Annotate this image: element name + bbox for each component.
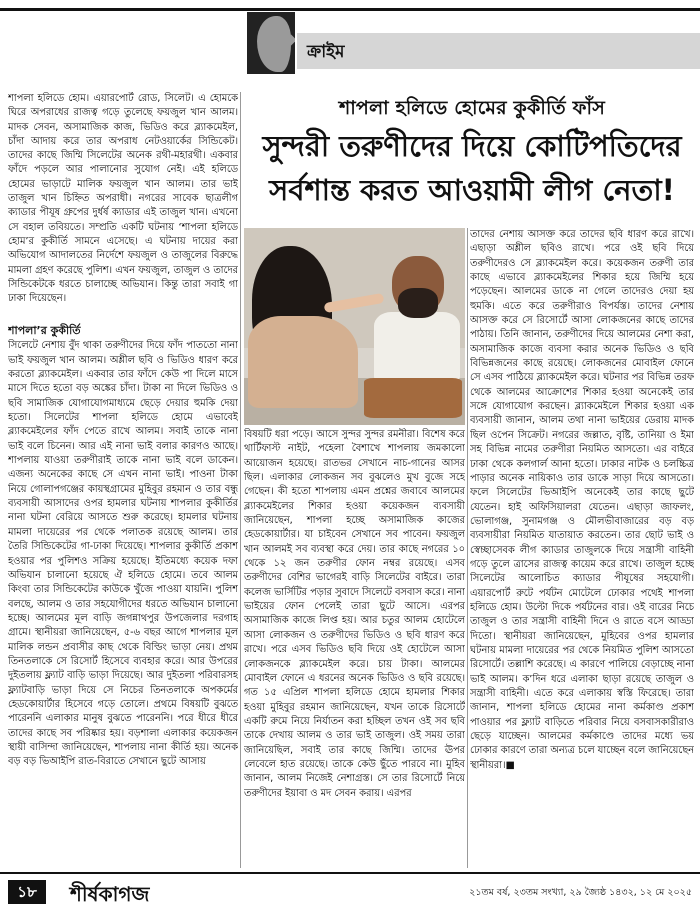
page-footer (0, 872, 700, 910)
top-rule (0, 8, 700, 11)
column-3-body: তাদের নেশায় আসক্ত করে তাদের ছবি ধারণ করে রাখে। এছাড়া অশ্লীল ছবিও রাখে। পরে ওই ছবি দিয়ে তরুণীদেরও সে ব্ল্যাকমেইল করে। কয়েকজন তরুণী তার কাছে এভাবে ব্ল্যাকমেইলের শিকার হয়ে জিম্মি হয়ে পড়েছেন। আলমের ডাকে না গেলে তাদেরও দেয়া হয় হুমকি। এতে করে তরুণীরাও বিপর্যস্ত। তাদের নেশায় আসক্ত করে সে রিসোর্টে আসা লোকজনের কাছে তাদের পাঠায়। তিনি জানান, তরুণীদের দিয়ে আলমের নেশা করা, অসামাজিক কাজে ব্যবসা করার অনেক ভিডিও ও ছবি বিভিন্নজনের কাছে রয়েছে। লোকজনের মোবাইল ফোনে সে এসব পাঠিয়ে ব্ল্যাকমেইল করে। ঘটনার পর বিভিন্ন তরফ থেকে আলমের আক্রোশের শিকার হওয়া অনেকেই তার সঙ্গে যোগাযোগ করছেন। ব্ল্যাকমেইলে শিকার হওয়া এক ব্যবসায়ী জানান, আলম তথা নানা ভাইয়ের ডেরায় মাদক ছিল ওপেন সিক্রেট। নগরের জল্লাত, বৃষ্টি, তানিয়া ও ইমা সহ বিভিন্ন নামের তরুণীরা নিয়মিত আসতো। এর বাইরে ঢাকা থেকে কলগার্ল আনা হতো। ঢাকার নাটক ও চলচ্চিত্র পাড়ার অনেক নায়িকাও তার ডাকে সাড়া দিয়ে আসতো। ফলে সিলেটের ভিআইপি অনেকেই তার কাছে ছুটে যেতেন। হাই অফিসিয়ালরা যেতেন। এছাড়া জাফলং, ভোলাগঞ্জ, সুনামগঞ্জ ও মৌলভীবাজারের বড় বড় ব্যবসায়ীরা নিয়মিত যাতায়াত করতেন। তার ছোট ভাই ও স্বেচ্ছাসেবক লীগ ক্যাডার তাজুলকে দিয়ে সন্ত্রাসী বাহিনী গড়ে তুলে ত্রাসের রাজত্ব কায়েম করে রাখে। তাজুল হচ্ছে সিলেটের আলোচিত ক্যাডার পীযূষের সহযোগী। এয়ারপোর্ট রুটে পর্যটন মোটেলে ঢোকার পথেই শাপলা হলিডে হোম। উল্টো দিকে পর্যটনের বার। ওই বারের নিচে তাজুল ও তার সন্ত্রাসী বাহিনী দিনে ও রাতে বসে আড্ডা দিতো। স্থানীয়রা জানিয়েছেন, মুহিবের ওপর হামলার ঘটনায় মামলা দায়েরের পর থেকে নিয়মিত পুলিশ আসতো রিসোর্টে। তল্লাশি করেছে। এ কারণে পালিয়ে বেড়াচ্ছে নানা ভাই আলম। ক’দিন ধরে এলাকা ছাড়া রয়েছে তাজুল ও সন্ত্রাসী বাহিনী। এতে করে এলাকায় স্বস্তি ফিরেছে। তারা জানান, শাপলা হলিডে হোমের নানা কর্মকাণ্ড প্রকাশ পাওয়ার পর ফ্ল্যাট বাড়িতে পরিবার নিয়ে বসবাসকারীরাও ছেড়ে যাচ্ছেন। আলমের কর্মকাণ্ডে তাদের মধ্যে ভয় ঢোকার কারণে তারা অন্যত্র চলে যাচ্ছেন বলে জানিয়েছেন স্থানীয়রা।■ (470, 229, 694, 771)
intro-paragraph: শাপলা হলিডে হোম। এয়ারপোর্ট রোড, সিলেট। এ হোমকে ঘিরে অপরাধের রাজত্ব গড়ে তুলেছে ফয়জুল খান আলম। মাদক সেবন, অসামাজিক কাজ, ভিডিও করে ব্ল্যাকমেইল, চাঁদা আদায় করে তার অপরাধ নেটওয়ার্কের সিন্ডিকেট। তাদের কাছে জিম্মি সিলেটের অনেক রথী-মহারথী। একবার ফাঁদে পড়লে আর পালানোর সুযোগ নেই। এই হলিডে হোমের ভাড়াটে মালিক ফয়জুল খান আলম। তার ভাই তাজুল খান চিহ্নিত অপরাধী। নগরের সাবেক ছাত্রলীগ ক্যাডার পীযূষ গ্রুপের দুর্ধর্ষ ক্যাডার এই তাজুল খান। এখনো সে বহাল তবিয়তে। সম্প্রতি একটি ঘটনায় ‘শাপলা হলিডে হোম’র কুকীর্তি সামনে এসেছে। এ ঘটনায় দায়ের করা অভিযোগ আদালতের নির্দেশে ফয়জুল ও তাজুলের বিরুদ্ধে মামলা গ্রহণ করেছে পুলিশ। এখন ফয়জুল, তাজুল ও তাদের সিন্ডিকেটকে ধরতে চালাচ্ছে অভিযান। কিন্তু তারা সবাই গা ঢাকা দিয়েছেন। (8, 93, 238, 305)
column-divider-1 (240, 92, 241, 868)
headline-line-2: সর্বশান্ত করত আওয়ামী লীগ নেতা! (269, 173, 675, 207)
column-3 (470, 228, 694, 868)
column-divider-2 (467, 228, 468, 868)
photo-man-lungi (364, 378, 462, 418)
headline-kicker: শাপলা হলিডে হোমের কুকীর্তি ফাঁস (338, 97, 606, 119)
column-2-body: বিষয়টি ধরা পড়ে। আসে সুন্দর সুন্দর রমনীরা। বিশেষ করে থার্টিফাস্ট নাইট, পহেলা বৈশাখে শাপলায় জমকালো আয়োজন হয়েছে। রাতভর সেখানে নাচ-গানের আসর ছিল। এলাকার লোকজন সব বুঝলেও মুখ বুজে সহে গেছেন। কী হতো শাপলায় এমন প্রশ্নের জবাবে আলমের ব্ল্যাকমেইলের শিকার হওয়া কয়েকজন ব্যবসায়ী জানিয়েছেন, শাপলা হচ্ছে অসামাজিক কাজের হেডকোয়ার্টার। যা চাইবেন সেখানে সব পাবেন। ফয়জুল খান আলমই সব ব্যবস্থা করে দেয়। তার কাছে নগরের ১০ থেকে ১২ জন তরুণীর ফোন নম্বর রয়েছে। এসব তরুণীদের বেশির ভাগেরই বাড়ি সিলেটের বাইরে। তারা কলেজ ভার্সিটির পড়ার সুবাদে সিলেটে বসবাস করে। নানা ভাইয়ের ফোন পেলেই তারা ছুটে আসে। এরপর অসামাজিক কাজে লিপ্ত হয়। আর চতুর আলম হোটেলে আসা লোকজন ও তরুণীদের ভিডিও ও ছবি ধারণ করে রাখে। পরে এসব ভিডিও ছবি দিয়ে ওই হোটেলে আসা লোকজনকে ব্ল্যাকমেইল করে। চায় টাকা। আলমের মোবাইল ফোনে এ ধরনের অনেক ভিডিও ও ছবি রয়েছে। গত ১৫ এপ্রিল শাপলা হলিডে হোমে হামলার শিকার হওয়া মুহিবুর রহমান জানিয়েছেন, যখন তাকে রিসোর্টে একটি রুমে নিয়ে নির্যাতন করা হচ্ছিল তখন ওই সব ছবি তাকে দেখায় আলম ও তার ভাই তাজুল। ওই সময় তারা জানিয়েছিল, সবাই তার কাছে জিম্মি। তাদের ঊপর লেবেলে হাত রয়েছে। তাকে কেউ ছুঁতে পারবে না। মুহিব জানান, আলম নিজেই নেশাগ্রস্ত। সে তার রিসোর্টে নিয়ে তরুণীদের ইয়াবা ও মদ সেবন করায়। এরপর (244, 429, 465, 799)
silhouette-face (257, 16, 291, 72)
page-number: ১৮ (8, 880, 46, 904)
photo-man-beard (398, 288, 438, 318)
photo-woman-dress (248, 316, 358, 408)
column-1 (8, 322, 238, 868)
section-header (297, 33, 700, 69)
headline-line-1: সুন্দরী তরুণীদের দিয়ে কোটিপতিদের (262, 129, 682, 163)
column-1-subhead: শাপলা’র কুকীর্তি (8, 324, 81, 337)
photo-man-vest (374, 312, 460, 382)
column-2 (244, 428, 465, 868)
publication-brand: শীর্ষকাগজ (70, 882, 150, 906)
section-silhouette-icon (247, 12, 295, 74)
section-label: ক্রাইম (307, 42, 345, 62)
column-1-body: সিলেটে নেশায় বুঁদ থাকা তরুণীদের দিয়ে ফাঁদ পাততো নানা ভাই ফয়জুল খান আলম। অশ্লীল ছবি ও ভিডিও ধারণ করে করতো ব্ল্যাকমেইল। একবার তার ফাঁদে কেউ পা দিলে মাসে মাসে দিতে হতো বড় অঙ্কের চাঁদা। টাকা না দিলে ভিডিও ও ছবি সামাজিক যোগাযোগমাধ্যমে ছেড়ে দেয়ার হুমকি দেয়া হতো। সিলেটের শাপলা হলিডে হোমে এভাবেই ব্ল্যাকমেইলের ফাঁদ পেতে রাখে আলম। সবাই তাকে নানা ভাই বলে চিনেন। আর এই নানা ভাই বলার কারণও আছে। শাপলায় যাওয়া তরুণীরাই তাকে নানা ভাই বলে ডাকেন। এজন্য অনেকের কাছে সে এখন নানা ভাই। পাওনা টাকা নিয়ে গোলাপগঞ্জের কায়স্থগ্রামের মুহিবুর রহমান ও তার বন্ধু ব্যবসায়ী আসাদের ওপর হামলার ঘটনায় শাপলার কুকীর্তির নানা ঘটনা বেরিয়ে আসতে শুরু করেছে। হামলার ঘটনায় মামলা দায়েরের পর থেকে পলাতক রয়েছে আলম। তার তৈরি সিন্ডিকেটের গা-ঢাকা দিয়েছে। শাপলার কুকীর্তি প্রকাশ হওয়ার পর পুলিশও সক্রিয় হয়েছে। ইতিমধ্যে কয়েক দফা অভিযান চালানো হয়েছে ঐ হলিডে হোমে। তবে আলম কিংবা তার সিন্ডিকেটের কাউকে খুঁজে পাওয়া যায়নি। পুলিশ বলছে, আলম ও তার সহযোগীদের ধরতে অভিযান চালানো হচ্ছে। আলমের মূল বাড়ি জগন্নাথপুর উপজেলার দরগাহ গ্রামে। স্থানীয়রা জানিয়েছেন, ৫-৬ বছর আগে শাপলার মূল মালিক লন্ডন প্রবাসীর কাছ থেকে বিল্ডিং ভাড়া নেয়। প্রথম তিনতলাকে সে রিসোর্ট হিসেবে ব্যবহার করে। আর উপরের দুইতলায় ফ্ল্যাট বাড়ি ভাড়া দিয়েছে। আর দুইতলা পরিবারসহ ফ্ল্যাটবাড়ি ভাড়া দিয়ে সে নিচের তিনতলাকে অপকর্মের হেডকোয়ার্টার হিসেবে গড়ে তোলে। প্রথমে বিষয়টি বুঝতে পারেননি এলাকার মানুষ বুঝতে পারেননি। পরে ধীরে ধীরে তাদের কাছে সব পরিষ্কার হয়। বড়শালা এলাকার কয়েকজন স্থায়ী বাসিন্দা জানিয়েছেন, শাপলায় নানা কীর্তি হয়। অনেক বড় বড় ভিআইপি রাত-বিরাতে সেখানে ছুটে আসায় (8, 340, 238, 768)
issue-info: ২১তম বর্ষ, ২৩তম সংখ্যা, ২৯ জ্যৈষ্ঠ ১৪৩২, ১২ মে ২০২৫ (469, 887, 692, 898)
story-photo (244, 228, 465, 425)
